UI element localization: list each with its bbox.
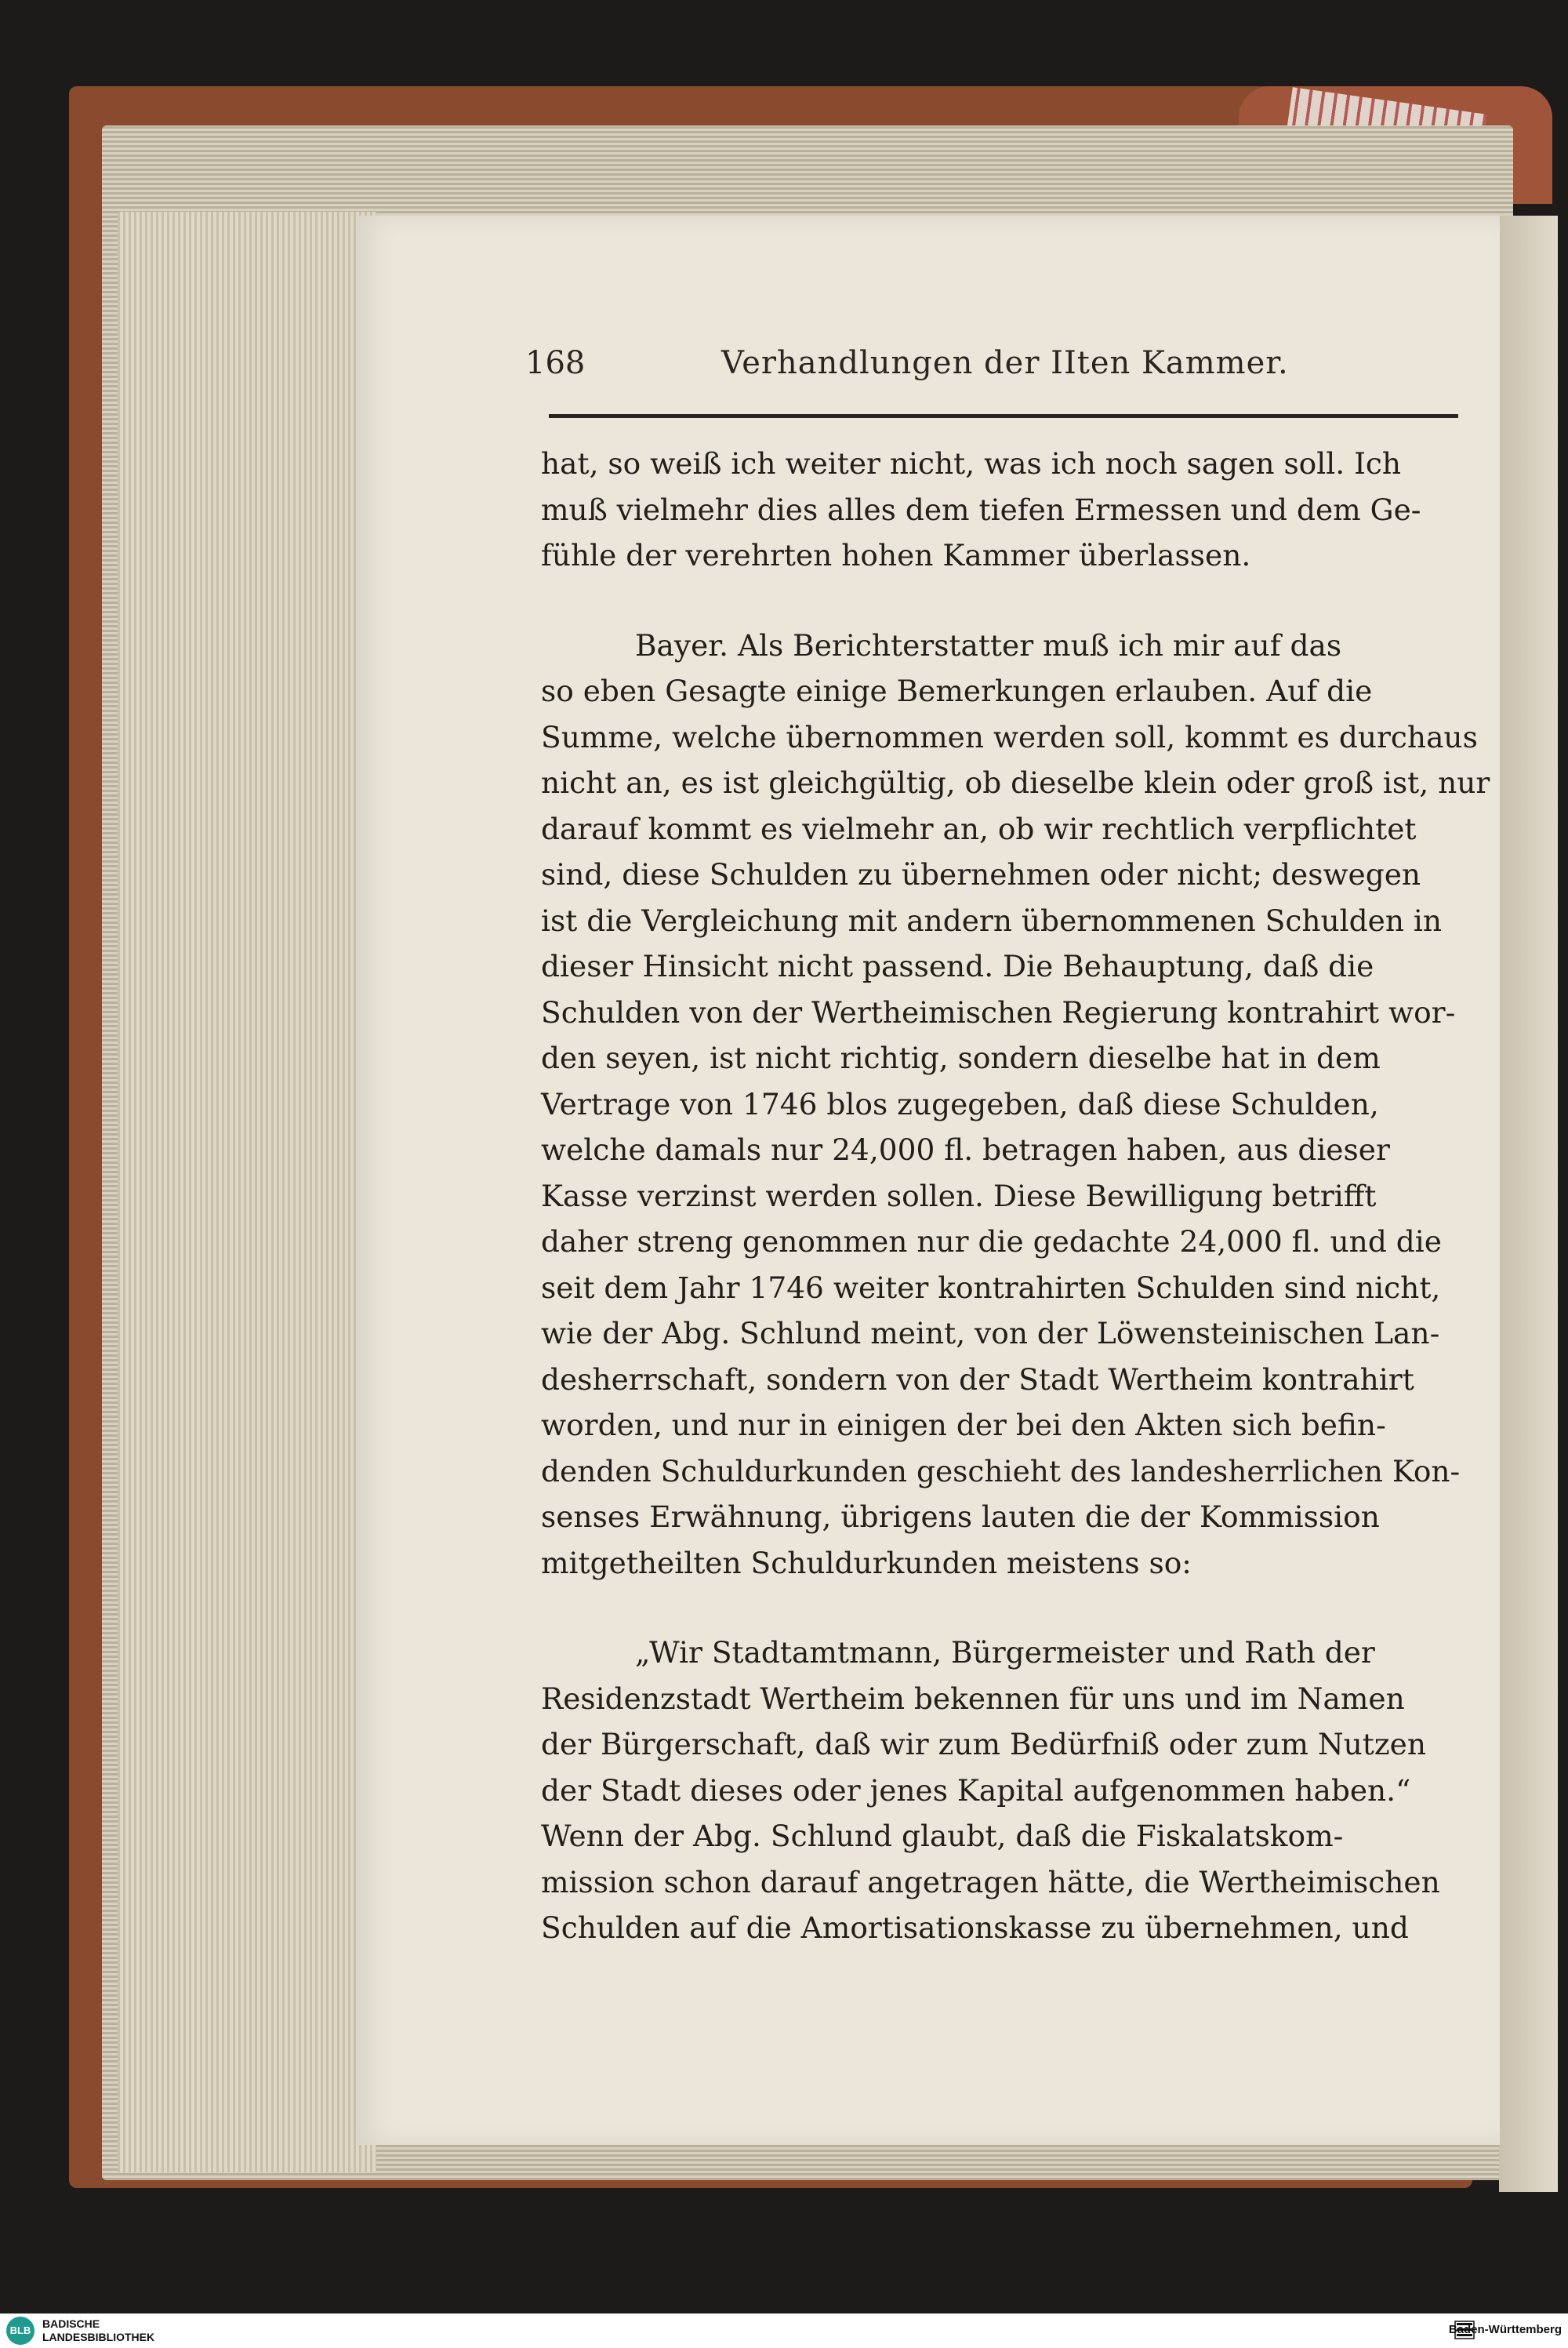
- footer-bar: [0, 2313, 1568, 2348]
- text-line: hat, so weiß ich weiter nicht, was ich noch sagen soll. Ich: [541, 446, 1402, 481]
- page-text: [541, 441, 1490, 1951]
- page-edges-left: [118, 212, 376, 2172]
- paragraph-gap: [541, 1586, 1458, 1630]
- text-line: desherrschaft, sondern von der Stadt Wertheim kontrahirt: [541, 1361, 1414, 1397]
- page-header: [525, 345, 1466, 392]
- header-rule: [549, 414, 1458, 418]
- baden-wuerttemberg-name: Baden-Württemberg: [1448, 2323, 1562, 2336]
- text-line: mitgetheilten Schuldurkunden meistens so:: [541, 1545, 1192, 1580]
- text-line: Residenzstadt Wertheim bekennen für uns und im Namen: [541, 1681, 1405, 1716]
- paragraph: [541, 1630, 1458, 1951]
- text-line: Vertrage von 1746 blos zugegeben, daß diese Schulden,: [541, 1086, 1379, 1121]
- text-line: denden Schuldurkunden geschieht des landesherrlichen Kon-: [541, 1453, 1461, 1488]
- text-line: darauf kommt es vielmehr an, ob wir rechtlich verpflichtet: [541, 811, 1417, 846]
- running-head: Verhandlungen der IIten Kammer.: [721, 345, 1289, 381]
- text-line: dieser Hinsicht nicht passend. Die Behauptung, daß die: [541, 949, 1374, 983]
- text-line: „Wir Stadtamtmann, Bürgermeister und Rath der: [635, 1635, 1375, 1670]
- blb-logo: BLB: [6, 2317, 34, 2345]
- page-number: 168: [525, 345, 586, 381]
- text-line: ist die Vergleichung mit andern übernommenen Schulden in: [541, 903, 1443, 938]
- facing-page-edge: [1499, 216, 1558, 2192]
- text-line: fühle der verehrten hohen Kammer überlassen.: [541, 538, 1251, 572]
- text-line: Summe, welche übernommen werden soll, kommt es durchaus: [541, 719, 1478, 754]
- text-line: daher streng genommen nur die gedachte 24,000 fl. und die: [541, 1224, 1442, 1259]
- text-line: welche damals nur 24,000 fl. betragen haben, aus dieser: [541, 1132, 1390, 1167]
- paragraph: [541, 623, 1490, 1587]
- text-line: Kasse verzinst werden sollen. Diese Bewilligung betrifft: [541, 1178, 1377, 1213]
- blb-name: BADISCHE LANDESBIBLIOTHEK: [42, 2317, 155, 2343]
- text-line: der Stadt dieses oder jenes Kapital aufgenommen haben.“: [541, 1772, 1411, 1808]
- text-line: seit dem Jahr 1746 weiter kontrahirten Schulden sind nicht,: [541, 1270, 1441, 1305]
- text-line: sind, diese Schulden zu übernehmen oder nicht; deswegen: [541, 857, 1421, 892]
- text-line: worden, und nur in einigen der bei den Akten sich befin-: [541, 1408, 1386, 1442]
- text-line: den seyen, ist nicht richtig, sondern dieselbe hat in dem: [541, 1041, 1381, 1075]
- text-line: mission schon darauf angetragen hätte, die Wertheimischen: [541, 1864, 1440, 1899]
- text-line: nicht an, es ist gleichgültig, ob dieselbe klein oder groß ist, nur: [541, 765, 1490, 800]
- text-line: Bayer. Als Berichterstatter muß ich mir auf das: [635, 627, 1342, 663]
- text-line: wie der Abg. Schlund meint, von der Löwensteinischen Lan-: [541, 1316, 1440, 1350]
- text-line: senses Erwähnung, übrigens lauten die der Kommission: [541, 1499, 1380, 1534]
- text-line: muß vielmehr dies alles dem tiefen Ermessen und dem Ge-: [541, 492, 1421, 527]
- text-line: Schulden auf die Amortisationskasse zu übernehmen, und: [541, 1910, 1409, 1945]
- text-line: der Bürgerschaft, daß wir zum Bedürfniß oder zum Nutzen: [541, 1727, 1426, 1761]
- paragraph: [541, 441, 1458, 579]
- paragraph-gap: [541, 579, 1458, 623]
- text-line: Wenn der Abg. Schlund glaubt, daß die Fiskalatskom-: [541, 1819, 1344, 1853]
- text-line: so eben Gesagte einige Bemerkungen erlauben. Auf die: [541, 674, 1373, 708]
- text-line: Schulden von der Wertheimischen Regierung kontrahirt wor-: [541, 994, 1456, 1030]
